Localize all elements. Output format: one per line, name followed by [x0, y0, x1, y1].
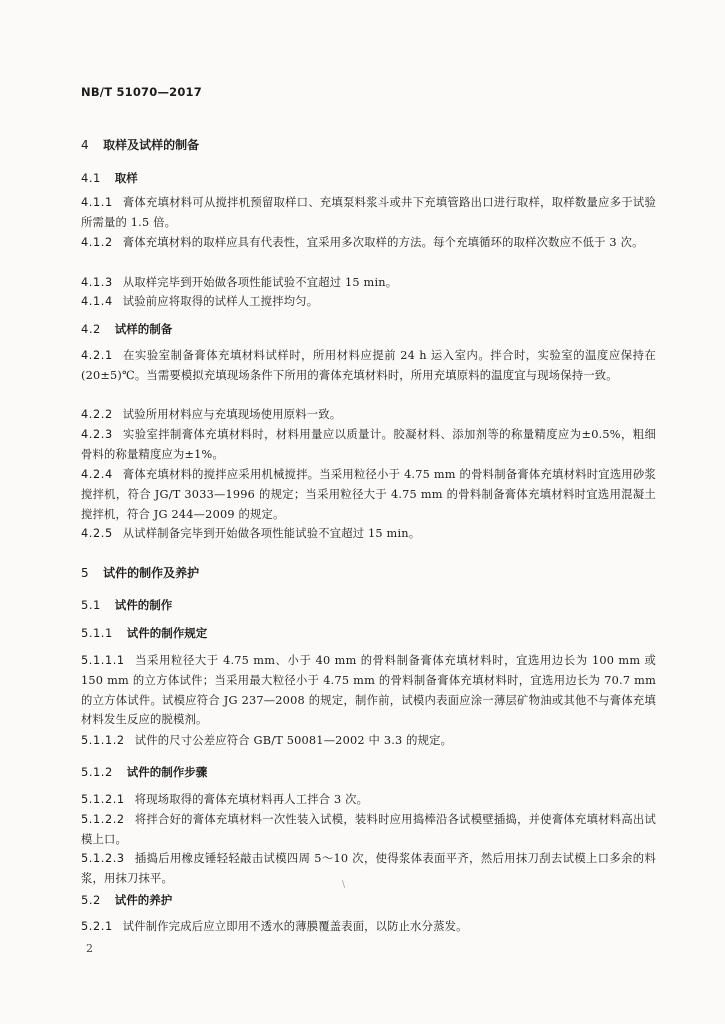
section-5-2-heading	[81, 893, 656, 907]
section-4-heading	[81, 138, 656, 152]
section-5-1-2-heading	[81, 765, 656, 779]
clause-number: 4.2.4	[81, 468, 113, 481]
clause-4-2-4	[81, 465, 656, 524]
clause-text: 试件的尺寸公差应符合 GB/T 50081—2002 中 3.3 的规定。	[134, 734, 453, 747]
section-number: 4	[81, 138, 90, 152]
scan-speck: \	[342, 880, 346, 890]
section-number: 4.2	[81, 322, 101, 336]
section-4-2-heading	[81, 322, 656, 336]
clause-text: 试验前应将取得的试样人工搅拌均匀。	[122, 295, 319, 308]
section-number: 5.1	[81, 598, 101, 612]
clause-text: 从试样制备完毕到开始做各项性能试验不宜超过 15 min。	[122, 527, 421, 540]
section-title: 取样	[114, 171, 138, 185]
clause-4-1-4	[81, 292, 656, 312]
clause-5-1-2-1	[81, 790, 656, 810]
clause-number: 5.1.2.3	[81, 852, 125, 865]
section-5-heading	[81, 566, 656, 580]
clause-4-2-5	[81, 524, 656, 544]
clause-text: 从取样完毕到开始做各项性能试验不宜超过 15 min。	[122, 276, 398, 289]
standard-code: NB/T 51070—2017	[81, 85, 202, 99]
clause-number: 5.1.2.2	[81, 813, 125, 826]
clause-number: 4.1.3	[81, 276, 113, 289]
clause-text: 试验所用材料应与充填现场使用原料一致。	[122, 408, 342, 421]
section-number: 5.2	[81, 893, 101, 907]
section-title: 试件的制作规定	[126, 626, 208, 640]
clause-4-2-1	[81, 346, 656, 386]
clause-number: 5.1.2.1	[81, 793, 125, 806]
clause-number: 4.2.1	[81, 349, 113, 362]
clause-4-1-1	[81, 193, 656, 233]
clause-5-1-2-3	[81, 849, 656, 889]
section-title: 试件的制作及养护	[103, 566, 200, 580]
clause-number: 4.1.2	[81, 236, 113, 249]
clause-4-2-2	[81, 405, 656, 425]
clause-5-1-1-2	[81, 731, 656, 751]
section-title: 试件的制作	[114, 598, 173, 612]
clause-4-2-3	[81, 425, 656, 465]
clause-number: 4.2.5	[81, 527, 113, 540]
clause-text: 膏体充填材料的取样应具有代表性，宜采用多次取样的方法。每个充填循环的取样次数应不低于 3 次。	[122, 236, 644, 249]
clause-number: 5.1.1.2	[81, 734, 125, 747]
clause-text: 当采用粒径大于 4.75 mm、小于 40 mm 的骨料制备膏体充填材料时，宜选用边长为 100 mm 或 150 mm 的立方体试件；当采用最大粒径小于 4.75 mm 的骨料制备膏体充填材料时，宜选用边长为 70.7 mm 的立方体试件。试模应符合 JG 237—2008 的规定，制作前，试模内表面应涂一薄层矿物油或其他不与膏体充填材料发生反应的脱模剂。	[81, 654, 656, 727]
clause-text: 插捣后用橡皮锤轻轻敲击试模四周 5～10 次，使得浆体表面平齐，然后用抹刀刮去试模上口多余的料浆，用抹刀抹平。	[81, 852, 656, 885]
section-title: 试样的制备	[114, 322, 173, 336]
section-title: 取样及试样的制备	[103, 138, 200, 152]
section-number: 5.1.1	[81, 626, 113, 640]
clause-text: 将现场取得的膏体充填材料再人工拌合 3 次。	[134, 793, 369, 806]
clause-text: 在实验室制备膏体充填材料试样时，所用材料应提前 24 h 运入室内。拌合时，实验室的温度应保持在(20±5)℃。当需要模拟充填现场条件下所用的膏体充填材料时，所用充填原料的温度宜与现场保持一致。	[81, 349, 656, 382]
clause-number: 4.2.2	[81, 408, 113, 421]
clause-text: 膏体充填材料可从搅拌机预留取样口、充填泵料浆斗或井下充填管路出口进行取样，取样数量应多于试验所需量的 1.5 倍。	[81, 196, 656, 229]
section-number: 5	[81, 566, 90, 580]
clause-5-1-1-1	[81, 651, 656, 730]
clause-5-2-1	[81, 917, 656, 937]
section-number: 4.1	[81, 171, 101, 185]
clause-text: 膏体充填材料的搅拌应采用机械搅拌。当采用粒径小于 4.75 mm 的骨料制备膏体充填材料时宜选用砂浆搅拌机，符合 JG/T 3033—1996 的规定；当采用粒径大于 4.75 mm 的骨料制备膏体充填材料时宜选用混凝土搅拌机，符合 JG 244—2009 的规定。	[81, 468, 656, 521]
section-5-1-1-heading	[81, 626, 656, 640]
section-number: 5.1.2	[81, 765, 113, 779]
section-5-1-heading	[81, 598, 656, 612]
clause-number: 5.2.1	[81, 920, 113, 933]
clause-number: 5.1.1.1	[81, 654, 125, 667]
clause-4-1-3	[81, 273, 656, 293]
clause-text: 试件制作完成后应立即用不透水的薄膜覆盖表面，以防止水分蒸发。	[122, 920, 468, 933]
clause-text: 将拌合好的膏体充填材料一次性装入试模，装料时应用捣棒沿各试模壁插捣，并使膏体充填材料高出试模上口。	[81, 813, 656, 846]
clause-number: 4.2.3	[81, 428, 113, 441]
clause-number: 4.1.4	[81, 295, 113, 308]
clause-5-1-2-2	[81, 810, 656, 850]
clause-number: 4.1.1	[81, 196, 113, 209]
page-number: 2	[86, 942, 93, 955]
section-title: 试件的制作步骤	[126, 765, 208, 779]
section-title: 试件的养护	[114, 893, 173, 907]
clause-4-1-2	[81, 233, 656, 253]
section-4-1-heading	[81, 171, 656, 185]
clause-text: 实验室拌制膏体充填材料时，材料用量应以质量计。胶凝材料、添加剂等的称量精度应为±0.5%，粗细骨料的称量精度应为±1%。	[81, 428, 656, 461]
